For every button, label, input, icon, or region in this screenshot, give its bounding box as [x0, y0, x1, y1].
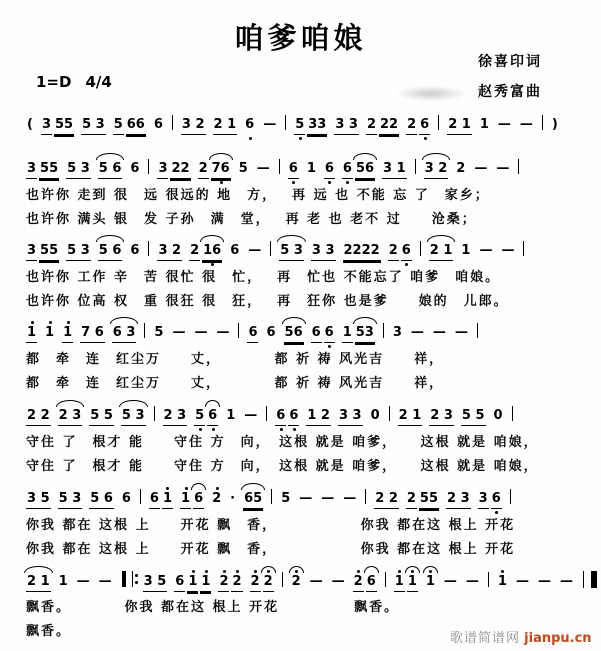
note: 2: [353, 574, 364, 592]
duration-dash: —: [496, 161, 510, 176]
note: 5 5: [461, 408, 486, 426]
composer-credit: 赵秀富曲: [478, 84, 542, 100]
intro-paren: ): [551, 117, 558, 132]
note: 65: [243, 491, 263, 509]
tie-arc: [405, 566, 420, 573]
note: 0: [493, 408, 503, 423]
music-line: [26, 397, 589, 431]
duration-dash: —: [331, 574, 345, 589]
note: 2: [388, 243, 399, 261]
note: 6: [366, 574, 377, 592]
note: 3 3: [334, 117, 359, 135]
note: 1: [425, 574, 436, 591]
note: 5 3: [66, 161, 91, 179]
note: 2 1: [213, 117, 238, 135]
note: 1: [407, 574, 418, 592]
note: 5 6: [98, 161, 123, 179]
note: 1: [461, 243, 471, 258]
note: 0: [370, 408, 380, 423]
barline: [154, 406, 155, 421]
lyric-line: 也许你 走到 很 远 很远的 地 方， 再 远 也 不能 忘 了 家乡；: [26, 188, 490, 203]
note: 22: [170, 161, 190, 179]
tie-arc: [427, 235, 456, 242]
duration-dash: —: [263, 117, 277, 132]
lyric-line: 也许你 位高 权 重 很狂 很 狂， 再 狂你 也是爹 娘的 儿郎。: [26, 294, 509, 309]
tie-arc: [96, 235, 125, 242]
note: 2 3: [163, 408, 188, 426]
lyric-line: 飘香。 你我 都在这 根上 开花 飘香。: [26, 600, 400, 615]
note: 5: [294, 117, 305, 135]
intro-paren: (: [27, 117, 33, 132]
note: 1: [226, 408, 236, 423]
song-title: 咱爹咱娘: [234, 21, 367, 55]
tie-arc: [205, 400, 220, 407]
watermark-smudge: [396, 86, 466, 101]
note: 1: [180, 491, 191, 509]
note: 3: [478, 491, 489, 509]
tie-arc: [353, 153, 377, 160]
duration-dash: —: [194, 325, 208, 340]
barline: [279, 159, 280, 174]
barline: [488, 572, 489, 587]
tie-arc: [191, 483, 206, 490]
barline: [542, 115, 543, 130]
note: 6: [288, 408, 299, 426]
note: 6: [324, 325, 335, 343]
note: 6: [130, 161, 140, 176]
note: 1 2: [306, 408, 331, 426]
note: 2 2: [374, 491, 399, 509]
barline: [140, 489, 141, 504]
note: 2: [406, 117, 417, 135]
duration-dash: —: [443, 574, 457, 589]
note: 56: [355, 161, 375, 179]
lyric-line: 也许你 工作 辛 苦 很忙 很 忙， 再 忙也 不能忘了 咱爹 咱娘。: [26, 270, 501, 285]
note: 6: [230, 243, 240, 258]
note: 6: [401, 243, 412, 261]
duration-dash: —: [432, 325, 446, 340]
note: 2 3: [446, 491, 471, 509]
tie-arc: [200, 235, 224, 242]
system-5: [26, 397, 589, 479]
note: 1: [162, 491, 173, 509]
tie-arc: [277, 235, 306, 242]
note: 2 3: [429, 408, 454, 426]
note: 6: [275, 408, 286, 426]
note: 2 2: [26, 408, 51, 426]
note: 1: [26, 325, 37, 343]
note: 1: [342, 325, 353, 343]
note: 33: [307, 117, 327, 135]
lyric-line: 都 牵 连 红尘万 丈， 都 祈 祷 风光吉 祥，: [26, 376, 445, 391]
note: 2: [456, 161, 466, 176]
duration-dash: —: [256, 161, 270, 176]
duration-dash: —: [248, 243, 262, 258]
tie-arc: [24, 566, 53, 573]
note: 5 3: [81, 117, 106, 135]
note: 2 3: [58, 408, 83, 426]
key-signature: 1=D: [36, 73, 72, 91]
duration-dash: —: [559, 574, 573, 589]
note: 2: [189, 243, 200, 261]
barline: [510, 489, 511, 504]
note: 5 3: [121, 408, 146, 426]
note: 55: [419, 491, 439, 509]
note: 6: [266, 325, 276, 340]
note: 2 1: [429, 243, 454, 261]
lyric-line: 你我 都在 这根 上 开花 飘 香， 你我 都在这 根上 开花: [26, 518, 516, 533]
tie-arc: [422, 153, 451, 160]
barline: [148, 159, 149, 174]
note: 3: [41, 117, 52, 135]
note: 6: [245, 117, 255, 132]
duration-dash: —: [309, 574, 323, 589]
note: 55: [54, 117, 74, 135]
duration-dash: —: [216, 325, 230, 340]
barline: [477, 323, 478, 338]
watermark-site-name: 歌谱简谱网: [450, 631, 521, 646]
barline: [389, 406, 390, 421]
repeat-start-barline: [122, 571, 133, 587]
duration-dash: —: [410, 325, 424, 340]
note: 5: [194, 408, 205, 426]
tie-arc: [353, 317, 377, 324]
system-2: [26, 150, 589, 232]
music-line: [26, 480, 589, 514]
note: 2: [263, 574, 274, 592]
note: 5 6: [98, 243, 123, 261]
lyric-line: 都 牵 连 红尘万 丈， 都 祈 祷 风光吉 祥，: [26, 352, 445, 367]
note: 2 1: [398, 408, 423, 426]
barline: [518, 159, 519, 174]
lyricist-credit: 徐喜印词: [478, 54, 542, 70]
note: 3: [157, 161, 168, 179]
barline: [383, 323, 384, 338]
note: 76: [211, 161, 231, 179]
watermark-site-url[interactable]: jianpu.cn: [524, 631, 592, 646]
lyric-line: 守住 了 根才 能 守住 方 向， 这根 就是 咱爹， 这根 就是 咱娘，: [26, 459, 539, 474]
key-and-meter: [36, 73, 126, 91]
note: 2: [366, 117, 377, 135]
site-watermark: [450, 627, 592, 646]
tie-arc: [241, 483, 265, 490]
barline: [148, 241, 149, 256]
system-1: [26, 106, 589, 140]
note: 6: [342, 161, 353, 179]
note: 5: [281, 491, 291, 506]
system-3: [26, 232, 589, 314]
note: 1: [394, 574, 405, 592]
barline: [438, 115, 439, 130]
barline: [523, 241, 524, 256]
note: 5 3: [279, 243, 304, 261]
barline: [238, 323, 239, 338]
tie-arc: [289, 566, 304, 573]
system-4: [26, 314, 589, 396]
note: 5 3: [58, 491, 83, 509]
note: 3 5: [143, 574, 168, 592]
note: 3 3: [311, 243, 336, 261]
duration-dash: —: [537, 574, 551, 589]
note: 2: [218, 574, 229, 592]
barline: [144, 323, 145, 338]
tie-arc: [261, 566, 276, 573]
note: 1: [200, 574, 211, 592]
duration-dash: —: [501, 243, 515, 258]
lyric-line: 守住 了 根才 能 守住 方 向， 这根 就是 咱爹， 这根 就是 咱娘，: [26, 435, 539, 450]
duration-dash: —: [76, 574, 90, 589]
note: 3: [26, 161, 37, 179]
lyric-line: 你我 都在 这根 上 开花 飘 香， 你我 都在这 根上 开花: [26, 542, 516, 557]
music-line: [26, 232, 589, 266]
tie-arc: [119, 400, 148, 407]
duration-dash: —: [454, 325, 468, 340]
duration-dash: —: [343, 491, 357, 506]
note: 6: [153, 117, 163, 132]
duration-dash: —: [172, 325, 186, 340]
barline: [420, 241, 421, 256]
barline: [512, 406, 513, 421]
note: 6: [419, 117, 430, 135]
note: 6: [288, 161, 299, 179]
note: ·: [230, 491, 236, 506]
duration-dash: —: [497, 117, 511, 132]
note: 2: [231, 574, 242, 592]
note: 2: [406, 491, 417, 509]
note: 1: [45, 325, 55, 340]
system-6: [26, 480, 589, 562]
note: 3: [392, 325, 402, 340]
duration-dash: —: [474, 161, 488, 176]
note: 66: [126, 117, 146, 135]
note: 6 3: [112, 325, 137, 343]
note: 6: [121, 491, 131, 506]
tie-arc: [110, 317, 139, 324]
lyric-line: 飘香。: [26, 624, 72, 639]
note: 7 6: [80, 325, 105, 343]
note: 1: [497, 574, 507, 589]
duration-dash: —: [299, 491, 313, 506]
note: 55: [39, 243, 59, 261]
note: 1: [187, 574, 198, 592]
duration-dash: —: [244, 408, 258, 423]
duration-dash: —: [465, 574, 479, 589]
note: 1: [62, 325, 73, 343]
note: 2: [212, 491, 222, 506]
note: 5: [154, 325, 164, 340]
note: 6: [491, 491, 502, 509]
note: 6: [130, 243, 140, 258]
note: 6: [149, 491, 160, 509]
music-line: [26, 562, 589, 596]
final-barline: [583, 571, 597, 588]
tie-arc: [282, 317, 306, 324]
note: 55: [39, 161, 59, 179]
note: 3 2: [424, 161, 449, 179]
note: 6: [311, 325, 322, 343]
note: 53: [355, 325, 375, 343]
note: 5: [113, 117, 124, 135]
note: 6: [174, 574, 185, 592]
note: 56: [284, 325, 304, 343]
time-signature: 4/4: [85, 73, 112, 91]
tie-arc: [96, 153, 125, 160]
note: 2 1: [447, 117, 472, 135]
tie-arc: [364, 566, 379, 573]
tie-arc: [56, 400, 85, 407]
lyric-line: 也许你 满头 银 发 子孙 满 堂， 再 老 也 老不 过 沧桑；: [26, 212, 477, 227]
note: 6: [247, 325, 258, 343]
tie-arc: [423, 566, 438, 573]
barline: [270, 241, 271, 256]
note: 1: [306, 161, 316, 176]
barline: [385, 572, 386, 587]
note: 6: [193, 491, 204, 509]
music-line: [26, 106, 589, 140]
duration-dash: —: [479, 243, 493, 258]
barline: [266, 406, 267, 421]
note: 6: [207, 408, 218, 426]
barline: [285, 115, 286, 130]
note: 1: [58, 574, 68, 589]
note: 5 6: [89, 491, 114, 509]
duration-dash: —: [98, 574, 112, 589]
note: 5 3: [66, 243, 91, 261]
barline: [282, 572, 283, 587]
note: 3 1: [382, 161, 407, 179]
note: 16: [202, 243, 222, 261]
note: 3 3: [338, 408, 363, 426]
note: 5: [238, 161, 248, 176]
note: 6: [324, 161, 335, 179]
note: 3 2: [181, 117, 206, 135]
note: 22: [379, 117, 399, 135]
duration-dash: —: [321, 491, 335, 506]
music-line: [26, 314, 589, 348]
barline: [172, 115, 173, 130]
note: 3 5: [26, 491, 51, 509]
note: 2: [291, 574, 302, 591]
barline: [365, 489, 366, 504]
duration-dash: —: [515, 574, 529, 589]
note: 3 2: [157, 243, 182, 261]
note: 2222: [343, 243, 381, 261]
barline: [271, 489, 272, 504]
note: 1: [479, 117, 489, 132]
duration-dash: —: [519, 117, 533, 132]
note: 2: [250, 574, 261, 592]
note: 3: [26, 243, 37, 261]
barline: [415, 159, 416, 174]
tie-arc: [209, 153, 233, 160]
note: 2: [198, 161, 209, 179]
note: 2 1: [26, 574, 51, 592]
music-line: [26, 150, 589, 184]
note: 5 5: [89, 408, 114, 426]
